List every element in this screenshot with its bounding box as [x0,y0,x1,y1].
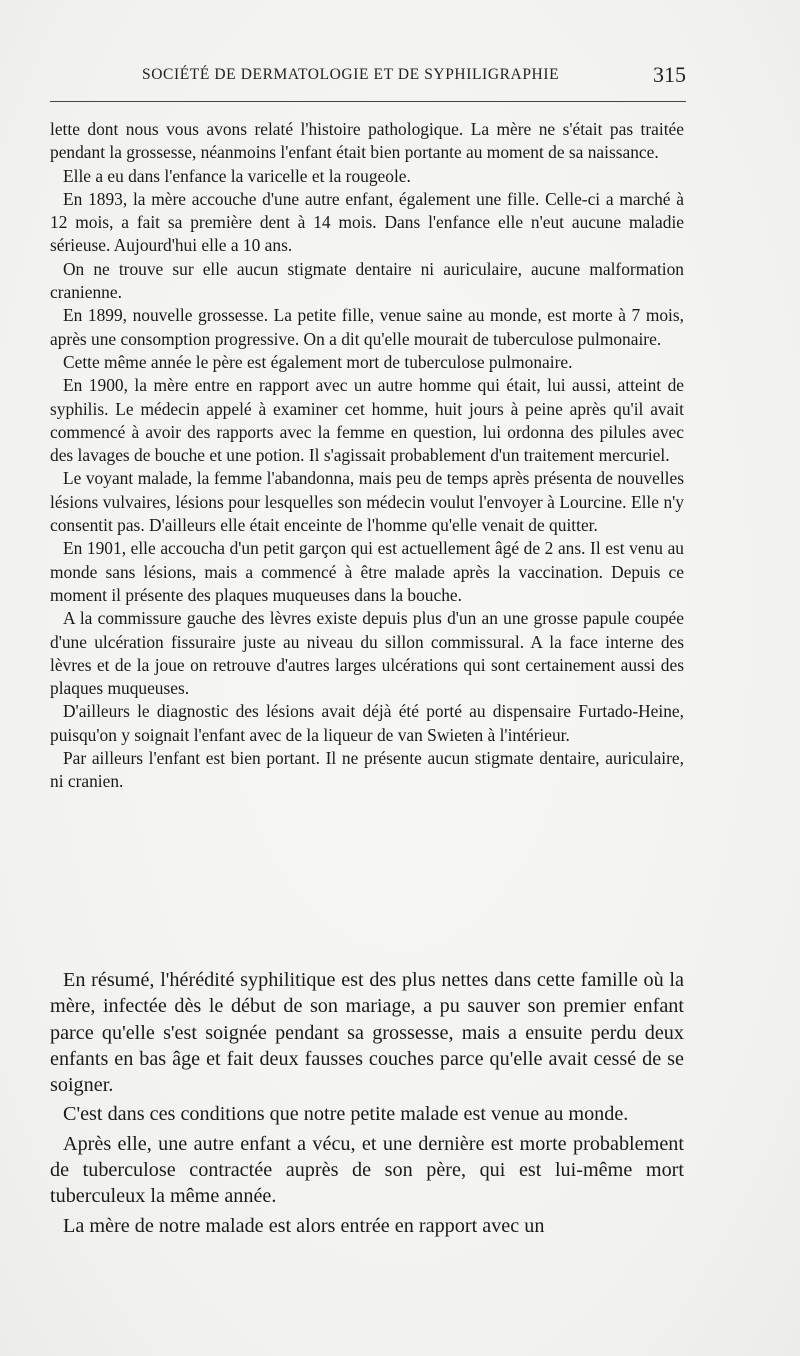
page-number: 315 [653,62,686,87]
paragraph: Par ailleurs l'enfant est bien portant. Il ne présente aucun stigmate dentaire, auriculaire, ni cranien. [50,748,684,792]
summary-text [50,967,684,1239]
paragraph: C'est dans ces conditions que notre petite malade est venue au monde. [63,1103,629,1126]
paragraph: A la commissure gauche des lèvres existe depuis plus d'un an une grosse papule coupée d'une ulcération fissuraire juste au niveau du sillon commissural. A la face interne des lèvres et de la joue on retrouve d'autres larges ulcérations qui sont certainement aussi des plaques muqueuses. [50,608,684,699]
paragraph: En 1893, la mère accouche d'une autre enfant, également une fille. Celle-ci a marché à 12 mois, a fait sa première dent à 14 mois. Dans l'enfance elle n'eut aucune maladie sérieuse. Aujourd'hui elle a 10 ans. [50,188,684,256]
header-rule [50,101,686,102]
paragraph: On ne trouve sur elle aucun stigmate dentaire ni auriculaire, aucune malformation cranienne. [50,258,684,303]
paragraph: En 1900, la mère entre en rapport avec un autre homme qui était, lui aussi, atteint de syphilis. Le médecin appelé à examiner cet homme, huit jours à peine après qu'il avait commencé à avoir des rapports avec la femme en question, lui ordonna des pilules avec des lavages de bouche et une potion. Il s'agissait probablement d'un traitement mercuriel. [50,375,684,466]
paragraph: Le voyant malade, la femme l'abandonna, mais peu de temps après présenta de nouvelles lésions vulvaires, lésions pour lesquelles son médecin voulut l'envoyer à Lourcine. Elle n'y consentit pas. D'ailleurs elle était enceinte de l'homme qu'elle venait de quitter. [50,468,684,536]
paragraph: En résumé, l'hérédité syphilitique est des plus nettes dans cette famille où la mère, infectée dès le début de son mariage, a pu sauver son premier enfant parce qu'elle s'est soignée pendant sa grossesse, mais a ensuite perdu deux enfants en bas âge et fait deux fausses couches parce qu'elle avait cessé de se soigner. [50,969,684,1097]
paragraph: En 1901, elle accoucha d'un petit garçon qui est actuellement âgé de 2 ans. Il est venu au monde sans lésions, mais a commencé à être malade après la vaccination. Depuis ce moment il présente des plaques muqueuses dans la bouche. [50,538,684,605]
paragraph: Cette même année le père est également mort de tuberculose pulmonaire. [63,351,573,372]
paragraph: En 1899, nouvelle grossesse. La petite fille, venue saine au monde, est morte à 7 mois, après une consomption progressive. On a dit qu'elle mourait de tuberculose pulmonaire. [50,305,684,349]
case-report-text [50,118,684,794]
running-title: SOCIÉTÉ DE DERMATOLOGIE ET DE SYPHILIGRAPHIE [142,66,560,83]
page-header [50,62,686,92]
paragraph: D'ailleurs le diagnostic des lésions avait déjà été porté au dispensaire Furtado-Heine, puisqu'on y soignait l'enfant avec de la liqueur de van Swieten à l'intérieur. [50,701,684,745]
paragraph: Après elle, une autre enfant a vécu, et une dernière est morte probablement de tuberculose contractée auprès de son père, qui est lui-même mort tuberculeux la même année. [50,1132,684,1208]
paragraph: La mère de notre malade est alors entrée en rapport avec un [63,1214,545,1237]
paragraph: lette dont nous vous avons relaté l'histoire pathologique. La mère ne s'était pas traitée pendant la grossesse, néanmoins l'enfant était bien portante au moment de sa naissance. [50,119,684,163]
paragraph: Elle a eu dans l'enfance la varicelle et la rougeole. [63,165,411,186]
